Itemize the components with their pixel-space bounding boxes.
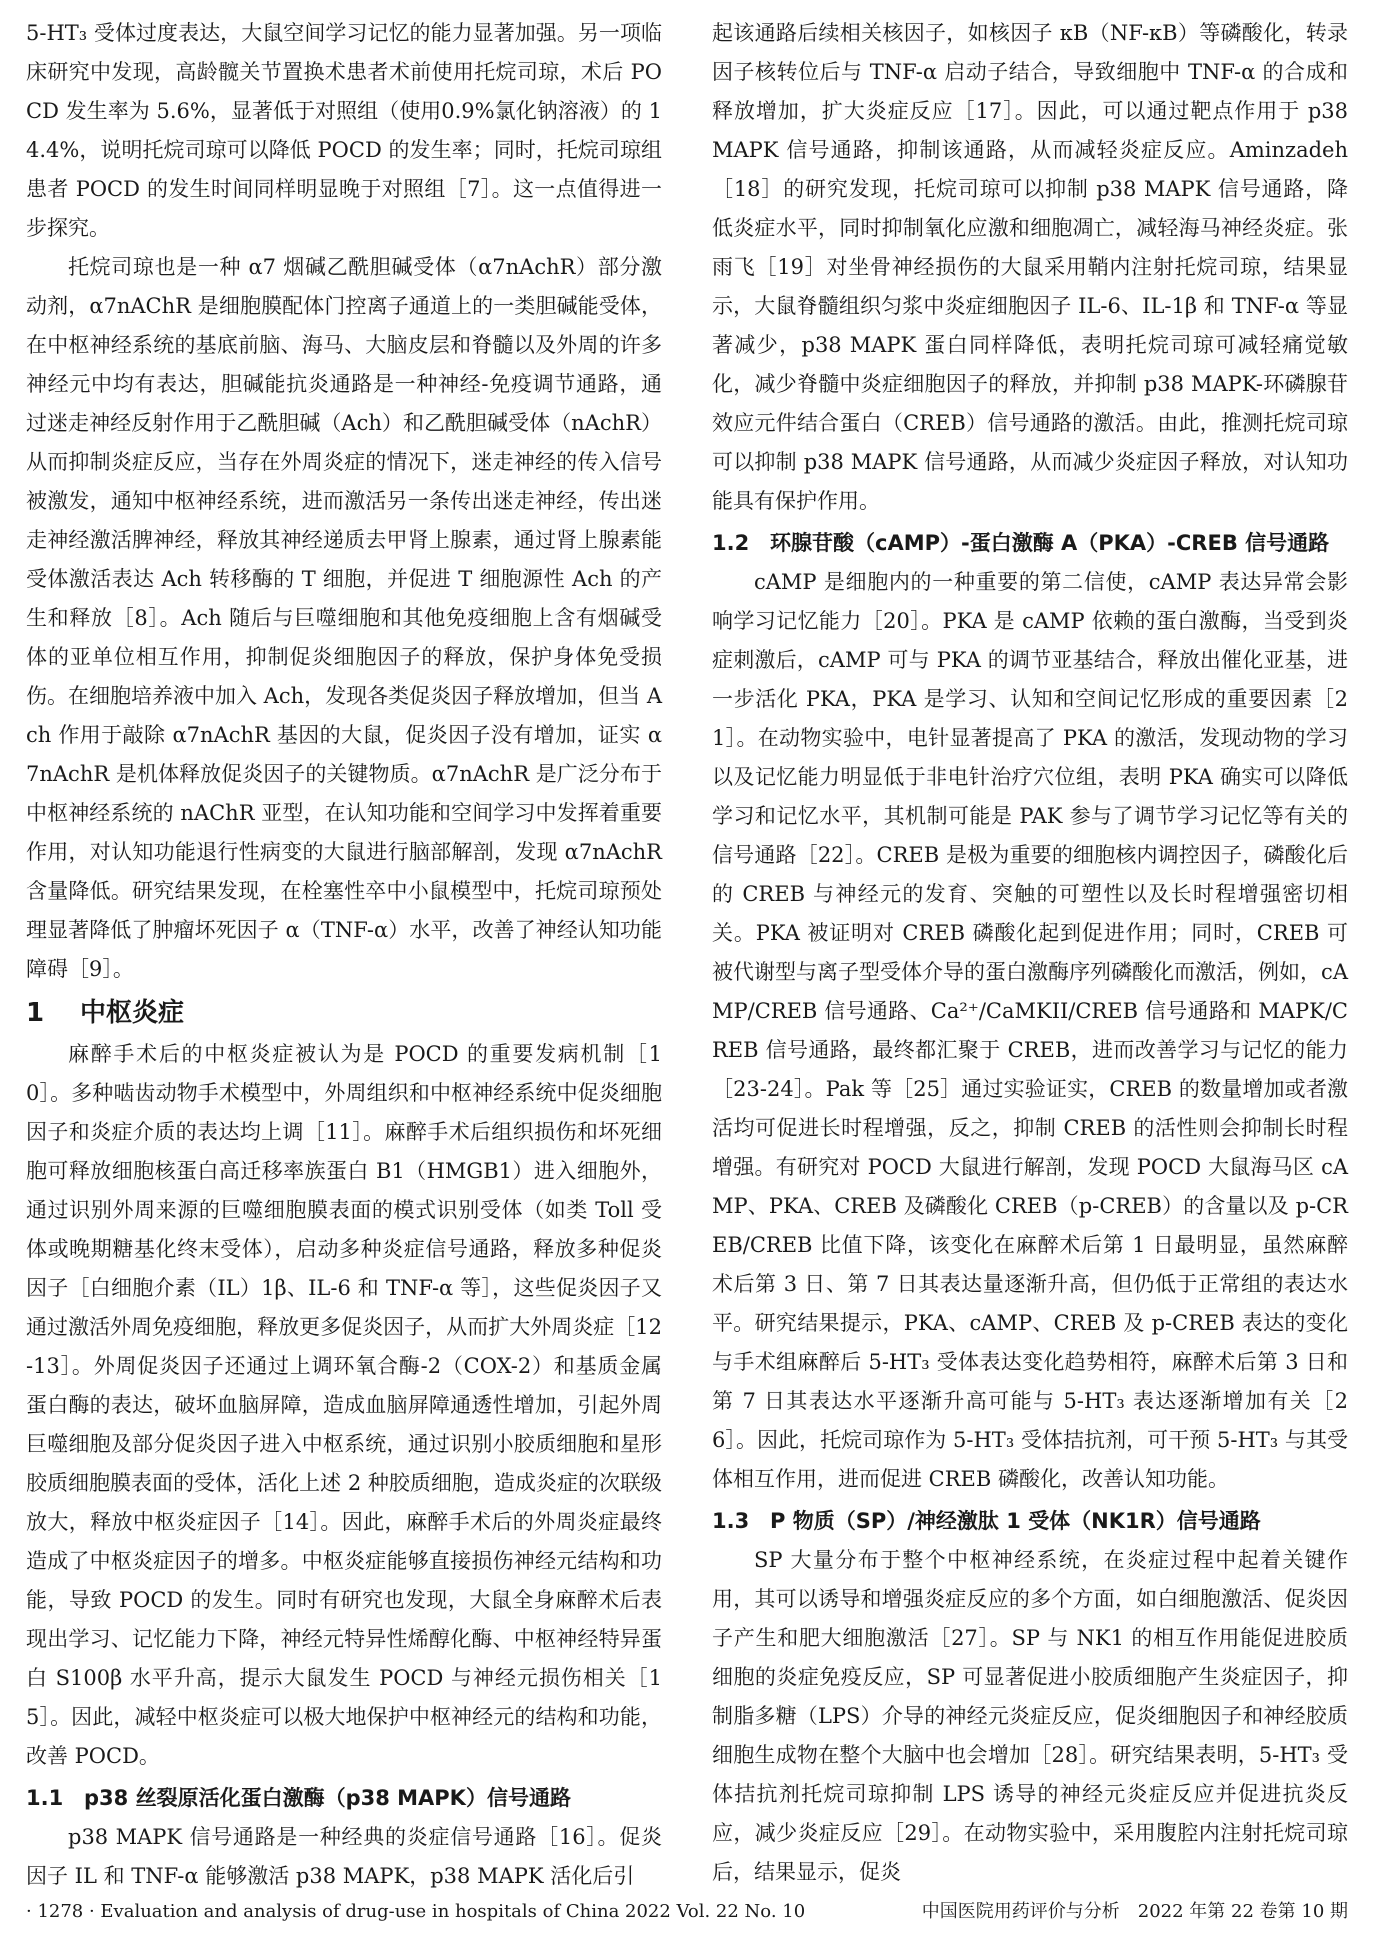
subsection-number: 1.2	[712, 531, 750, 555]
section-number: 1	[26, 998, 45, 1028]
left-column	[26, 14, 662, 1896]
footer-journal-cn: 中国医院用药评价与分析 2022 年第 22 卷第 10 期	[921, 1901, 1348, 1922]
subsection-heading	[26, 1778, 662, 1818]
section-title: 中枢炎症	[80, 998, 185, 1028]
right-column	[712, 14, 1348, 1892]
subsection-title: P 物质（SP）/神经激肽 1 受体（NK1R）信号通路	[770, 1509, 1261, 1533]
subsection-number: 1.3	[712, 1509, 750, 1533]
subsection-heading	[712, 523, 1348, 563]
subsection-number: 1.1	[26, 1786, 64, 1810]
subsection-heading	[712, 1501, 1348, 1541]
paragraph: SP 大量分布于整个中枢神经系统，在炎症过程中起着关键作用，其可以诱导和增强炎症反应的多个方面，如白细胞激活、促炎因子产生和肥大细胞激活［27］。SP 与 NK1 的相互作用能促进胶质细胞的炎症免疫反应，SP 可显著促进小胶质细胞产生炎症因子，抑制脂多糖（LPS）介导的神经元炎症反应，促炎细胞因子和神经胶质细胞生成物在整个大脑中也会增加［28］。研究结果表明，5-HT₃ 受体拮抗剂托烷司琼抑制 LPS 诱导的神经元炎症反应并促进抗炎反应，减少炎症反应［29］。在动物实验中，采用腹腔内注射托烷司琼后，结果显示，促炎	[712, 1548, 1348, 1884]
page-footer	[26, 1900, 1348, 1924]
paragraph: 托烷司琼也是一种 α7 烟碱乙酰胆碱受体（α7nAchR）部分激动剂，α7nAChR 是细胞膜配体门控离子通道上的一类胆碱能受体，在中枢神经系统的基底前脑、海马、大脑皮层和脊髓以及外周的许多神经元中均有表达，胆碱能抗炎通路是一种神经-免疫调节通路，通过迷走神经反射作用于乙酰胆碱（Ach）和乙酰胆碱受体（nAchR）从而抑制炎症反应，当存在外周炎症的情况下，迷走神经的传入信号被激发，通知中枢神经系统，进而激活另一条传出迷走神经，传出迷走神经激活脾神经，释放其神经递质去甲肾上腺素，通过肾上腺素能受体激活表达 Ach 转移酶的 T 细胞，并促进 T 细胞源性 Ach 的产生和释放［8］。Ach 随后与巨噬细胞和其他免疫细胞上含有烟碱受体的亚单位相互作用，抑制促炎细胞因子的释放，保护身体免受损伤。在细胞培养液中加入 Ach，发现各类促炎因子释放增加，但当 Ach 作用于敲除 α7nAchR 基因的大鼠，促炎因子没有增加，证实 α7nAchR 是机体释放促炎因子的关键物质。α7nAchR 是广泛分布于中枢神经系统的 nAChR 亚型，在认知功能和空间学习中发挥着重要作用，对认知功能退行性病变的大鼠进行脑部解剖，发现 α7nAchR 含量降低。研究结果发现，在栓塞性卒中小鼠模型中，托烷司琼预处理显著降低了肿瘤坏死因子 α（TNF-α）水平，改善了神经认知功能障碍［9］。	[26, 255, 662, 981]
paragraph: p38 MAPK 信号通路是一种经典的炎症信号通路［16］。促炎因子 IL 和 TNF-α 能够激活 p38 MAPK，p38 MAPK 活化后引	[26, 1825, 662, 1888]
paragraph: 起该通路后续相关核因子，如核因子 κB（NF-κB）等磷酸化，转录因子核转位后与 TNF-α 启动子结合，导致细胞中 TNF-α 的合成和释放增加，扩大炎症反应［17］。因此，可以通过靶点作用于 p38 MAPK 信号通路，抑制该通路，从而减轻炎症反应。Aminzadeh［18］的研究发现，托烷司琼可以抑制 p38 MAPK 信号通路，降低炎症水平，同时抑制氧化应激和细胞凋亡，减轻海马神经炎症。张雨飞［19］对坐骨神经损伤的大鼠采用鞘内注射托烷司琼，结果显示，大鼠脊髓组织匀浆中炎症细胞因子 IL-6、IL-1β 和 TNF-α 等显著减少，p38 MAPK 蛋白同样降低，表明托烷司琼可减轻痛觉敏化，减少脊髓中炎症细胞因子的释放，并抑制 p38 MAPK-环磷腺苷效应元件结合蛋白（CREB）信号通路的激活。由此，推测托烷司琼可以抑制 p38 MAPK 信号通路，从而减少炎症因子释放，对认知功能具有保护作用。	[712, 21, 1348, 513]
subsection-title: p38 丝裂原活化蛋白激酶（p38 MAPK）信号通路	[84, 1786, 571, 1810]
paragraph: 麻醉手术后的中枢炎症被认为是 POCD 的重要发病机制［10］。多种啮齿动物手术模型中，外周组织和中枢神经系统中促炎细胞因子和炎症介质的表达均上调［11］。麻醉手术后组织损伤和坏死细胞可释放细胞核蛋白高迁移率族蛋白 B1（HMGB1）进入细胞外，通过识别外周来源的巨噬细胞膜表面的模式识别受体（如类 Toll 受体或晚期糖基化终末受体），启动多种炎症信号通路，释放多种促炎因子［白细胞介素（IL）1β、IL-6 和 TNF-α 等］，这些促炎因子又通过激活外周免疫细胞，释放更多促炎因子，从而扩大外周炎症［12-13］。外周促炎因子还通过上调环氧合酶-2（COX-2）和基质金属蛋白酶的表达，破坏血脑屏障，造成血脑屏障通透性增加，引起外周巨噬细胞及部分促炎因子进入中枢系统，通过识别小胶质细胞和星形胶质细胞膜表面的受体，活化上述 2 种胶质细胞，造成炎症的次联级放大，释放中枢炎症因子［14］。因此，麻醉手术后的外周炎症最终造成了中枢炎症因子的增多。中枢炎症能够直接损伤神经元结构和功能，导致 POCD 的发生。同时有研究也发现，大鼠全身麻醉术后表现出学习、记忆能力下降，神经元特异性烯醇化酶、中枢神经特异蛋白 S100β 水平升高，提示大鼠发生 POCD 与神经元损伤相关［15］。因此，减轻中枢炎症可以极大地保护中枢神经元的结构和功能，改善 POCD。	[26, 1042, 662, 1768]
subsection-title: 环腺苷酸（cAMP）-蛋白激酶 A（PKA）-CREB 信号通路	[770, 531, 1330, 555]
paragraph: cAMP 是细胞内的一种重要的第二信使，cAMP 表达异常会影响学习记忆能力［20］。PKA 是 cAMP 依赖的蛋白激酶，当受到炎症刺激后，cAMP 可与 PKA 的调节亚基结合，释放出催化亚基，进一步活化 PKA，PKA 是学习、认知和空间记忆形成的重要因素［21］。在动物实验中，电针显著提高了 PKA 的激活，发现动物的学习以及记忆能力明显低于非电针治疗穴位组，表明 PKA 确实可以降低学习和记忆水平，其机制可能是 PAK 参与了调节学习记忆等有关的信号通路［22］。CREB 是极为重要的细胞核内调控因子，磷酸化后的 CREB 与神经元的发育、突触的可塑性以及长时程增强密切相关。PKA 被证明对 CREB 磷酸化起到促进作用；同时，CREB 可被代谢型与离子型受体介导的蛋白激酶序列磷酸化而激活，例如，cAMP/CREB 信号通路、Ca²⁺/CaMKII/CREB 信号通路和 MAPK/CREB 信号通路，最终都汇聚于 CREB，进而改善学习与记忆的能力［23-24］。Pak 等［25］通过实验证实，CREB 的数量增加或者激活均可促进长时程增强，反之，抑制 CREB 的活性则会抑制长时程增强。有研究对 POCD 大鼠进行解剖，发现 POCD 大鼠海马区 cAMP、PKA、CREB 及磷酸化 CREB（p-CREB）的含量以及 p-CREB/CREB 比值下降，该变化在麻醉术后第 1 日最明显，虽然麻醉术后第 3 日、第 7 日其表达量逐渐升高，但仍低于正常组的表达水平。研究结果提示，PKA、cAMP、CREB 及 p-CREB 表达的变化与手术组麻醉后 5-HT₃ 受体表达变化趋势相符，麻醉术后第 3 日和第 7 日其表达水平逐渐升高可能与 5-HT₃ 表达逐渐增加有关［26］。因此，托烷司琼作为 5-HT₃ 受体拮抗剂，可干预 5-HT₃ 与其受体相互作用，进而促进 CREB 磷酸化，改善认知功能。	[712, 570, 1348, 1491]
section-heading	[26, 993, 662, 1033]
paragraph: 5-HT₃ 受体过度表达，大鼠空间学习记忆的能力显著加强。另一项临床研究中发现，高龄髋关节置换术患者术前使用托烷司琼，术后 POCD 发生率为 5.6%，显著低于对照组（使用0.9%氯化钠溶液）的 14.4%，说明托烷司琼可以降低 POCD 的发生率；同时，托烷司琼组患者 POCD 的发生时间同样明显晚于对照组［7］。这一点值得进一步探究。	[26, 21, 662, 240]
footer-journal-en: · 1278 · Evaluation and analysis of drug-use in hospitals of China 2022 Vol. 22 No. 10	[26, 1901, 806, 1922]
